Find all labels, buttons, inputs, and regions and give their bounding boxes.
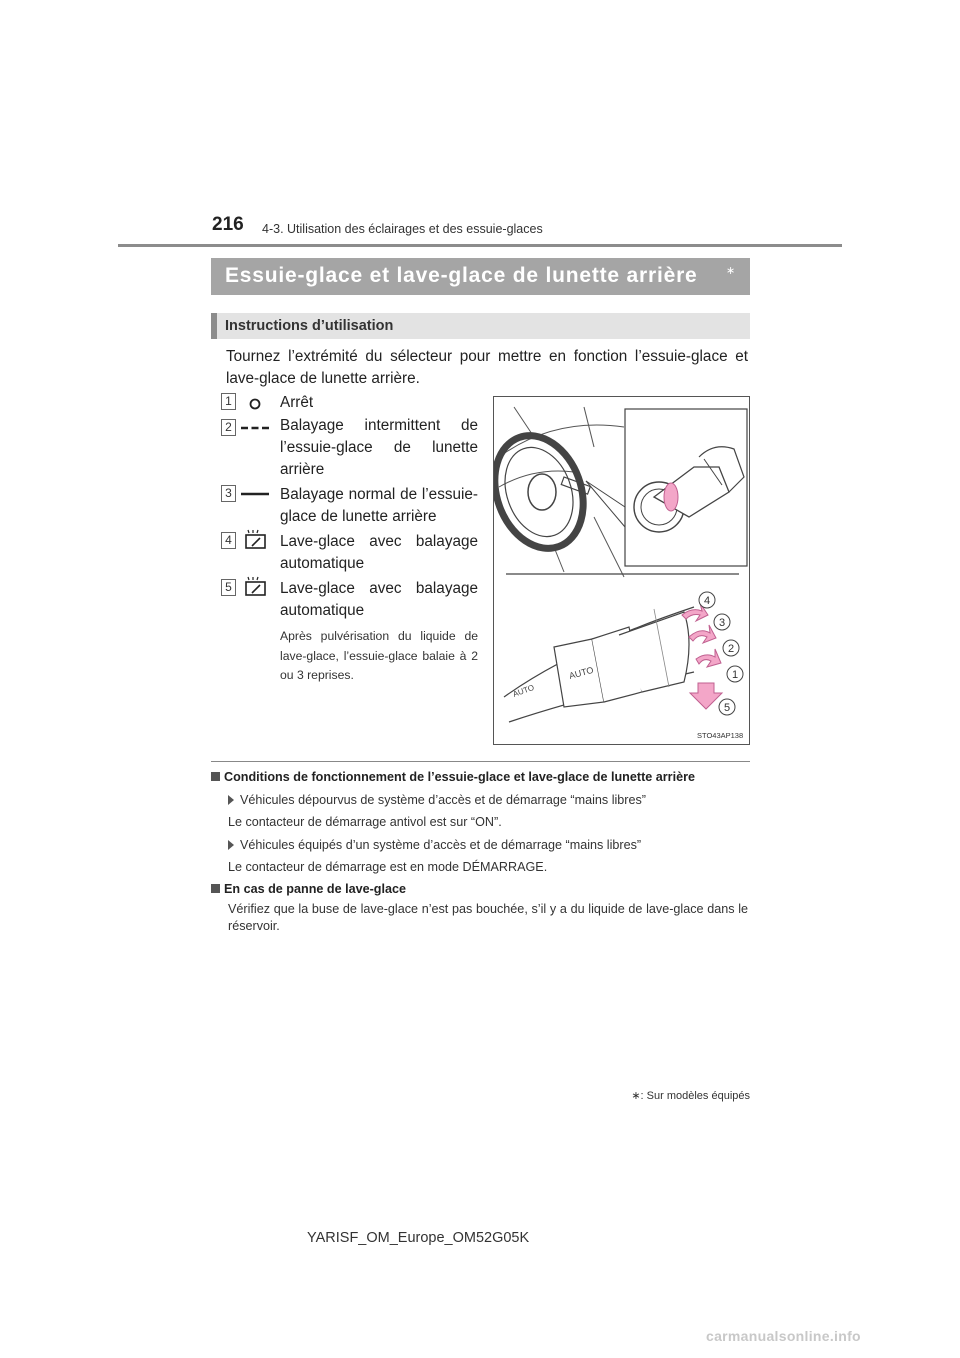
bullet-no-smart-key (228, 792, 748, 809)
rear-washer-icon (240, 529, 270, 551)
item-text-1: Arrêt (280, 394, 314, 411)
callout-label: 5 (723, 702, 731, 714)
page-number: 216 (212, 214, 244, 235)
conditions-heading-block (211, 769, 751, 786)
failure-heading-block (211, 881, 751, 898)
triangle-bullet-icon (228, 840, 234, 850)
callout-label: 1 (731, 669, 739, 681)
callout-label: 2 (727, 643, 735, 655)
watermark: carmanualsonline.info (706, 1328, 861, 1344)
condition-text-1: Le contacteur de démarrage antivol est sur “ON”. (228, 815, 502, 829)
subsection-bar (211, 313, 750, 339)
failure-heading: En cas de panne de lave-glace (224, 882, 406, 896)
item-text-2: Balayage intermittent de l’essuie-glace de lunette arrière (280, 417, 478, 478)
item-number-1: 1 (221, 393, 236, 410)
item-number-4: 4 (221, 532, 236, 549)
item-number-2: 2 (221, 419, 236, 436)
footnote-text: : Sur modèles équipés (640, 1090, 750, 1102)
solid-line-icon (240, 488, 270, 500)
breadcrumb: 4-3. Utilisation des éclairages et des essuie-glaces (262, 222, 543, 236)
item-text-4: Lave-glace avec balayage automatique (280, 533, 478, 572)
equipped-mark: ∗ (726, 265, 736, 277)
square-bullet-icon (211, 772, 220, 781)
callout-label: 4 (703, 595, 711, 607)
lever-label-auto-2: AUTO (511, 682, 536, 699)
wiper-illustration (493, 396, 750, 745)
triangle-bullet-icon (228, 795, 234, 805)
section-divider (211, 761, 750, 762)
bullet-text: Véhicules équipés d’un système d’accès et de démarrage “mains libres” (240, 838, 642, 852)
subsection-accent (211, 313, 217, 339)
bullet-text: Véhicules dépourvus de système d’accès et de démarrage “mains libres” (240, 793, 646, 807)
note-paragraph: Après pulvérisation du liquide de lave-glace, l’essuie-glace balaie à 2 ou 3 reprises. (280, 629, 478, 682)
callout-label: 3 (718, 617, 726, 629)
footnote (602, 1089, 750, 1102)
rear-washer-icon (240, 576, 270, 598)
failure-text: Vérifiez que la buse de lave-glace n’est pas bouchée, s’il y a du liquide de lave-glace dans le réservoir. (228, 902, 748, 933)
header-divider (118, 244, 842, 247)
item-number-3: 3 (221, 485, 236, 502)
dashed-line-icon (240, 422, 270, 434)
lever-label-auto: AUTO (567, 664, 595, 681)
figure-code: STO43AP138 (697, 731, 744, 740)
footnote-mark: ∗ (631, 1090, 641, 1102)
off-circle-icon (240, 397, 270, 411)
condition-text-2: Le contacteur de démarrage est en mode DÉMARRAGE. (228, 860, 548, 874)
square-bullet-icon (211, 884, 220, 893)
section-title: Essuie-glace et lave-glace de lunette arrière (225, 264, 698, 287)
section-title-bar (211, 258, 750, 295)
subsection-title: Instructions d’utilisation (225, 318, 394, 334)
wiper-lever-drawing (494, 397, 750, 745)
item-text-3: Balayage normal de l’essuie-glace de lunette arrière (280, 486, 478, 525)
conditions-heading: Conditions de fonctionnement de l’essuie-glace et lave-glace de lunette arrière (224, 770, 695, 784)
item-number-5: 5 (221, 579, 236, 596)
intro-paragraph: Tournez l’extrémité du sélecteur pour mettre en fonction l’essuie-glace et lave-glace de lunette arrière. (226, 348, 748, 387)
item-text-5: Lave-glace avec balayage automatique (280, 580, 478, 619)
bullet-smart-key (228, 837, 748, 854)
document-code: YARISF_OM_Europe_OM52G05K (307, 1230, 530, 1246)
